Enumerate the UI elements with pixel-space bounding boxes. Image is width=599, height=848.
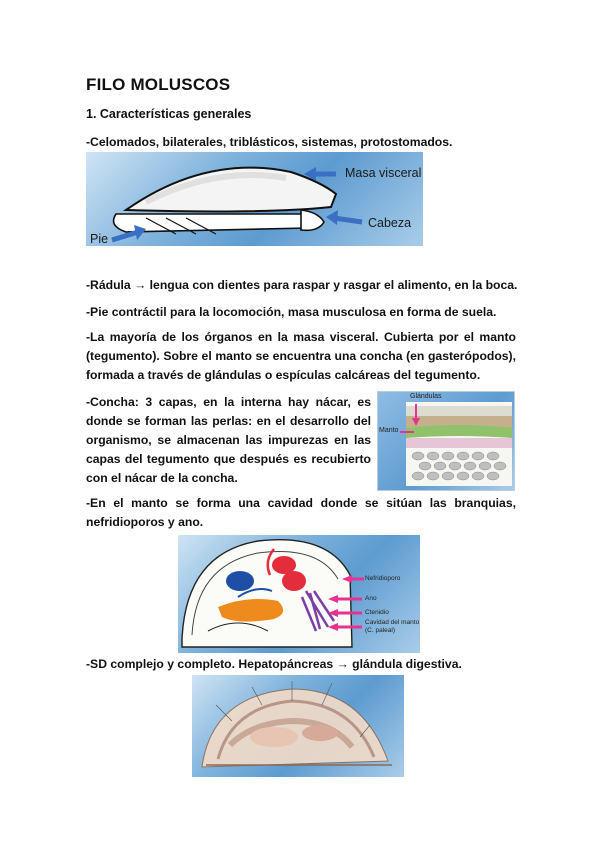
figure-manto-section	[377, 391, 515, 491]
label-ctenidio: Ctenidio	[365, 609, 389, 616]
label-nefridioporo: Nefridioporo	[365, 575, 401, 582]
figure-mantle-cavity	[178, 535, 420, 653]
paragraph-cavidad: -En el manto se forma una cavidad donde se sitúan las branquias, nefridioporos y ano.	[86, 496, 516, 529]
digestive-system-diagram	[192, 675, 404, 777]
label-ano: Ano	[365, 595, 377, 602]
section-heading: 1. Características generales	[86, 107, 252, 121]
label-cabeza: Cabeza	[368, 216, 412, 230]
label-masa-visceral: Masa visceral	[345, 166, 422, 180]
mantle-layers-diagram	[378, 392, 514, 490]
label-cavidad-paleal: (C. paleal)	[365, 627, 395, 634]
label-cavidad: Cavidad del manto	[365, 619, 420, 626]
label-pie: Pie	[90, 232, 109, 246]
paragraph-masa-visceral: -La mayoría de los órganos en la masa visceral. Cubierta por el manto (tegumento). Sobre el manto se encuentra una concha (en gasterópodos), formada a través de glándulas o espículas calcáreas del tegumento.	[86, 330, 516, 382]
label-glandulas: Glándulas	[410, 393, 442, 400]
figure-digestive-system	[192, 675, 404, 777]
paragraph-pie: -Pie contráctil para la locomoción, masa musculosa en forma de suela.	[86, 305, 497, 319]
mantle-cavity-diagram	[178, 535, 420, 653]
paragraph-concha: -Concha: 3 capas, en la interna hay nácar, es donde se forman las perlas: en el desarrollo del organismo, se almacenan las impurezas en las capas del tegumento que después es recubierto con el nácar de la concha.	[86, 395, 371, 485]
paragraph-radula: -Rádula → lengua con dientes para raspar y rasgar el alimento, en la boca.	[86, 278, 518, 292]
paragraph-characteristics: -Celomados, bilaterales, triblásticos, sistemas, protostomados.	[86, 135, 453, 149]
paragraph-sistema-digestivo: -SD complejo y completo. Hepatopáncreas → glándula digestiva.	[86, 657, 462, 671]
figure-body-plan	[86, 152, 423, 246]
label-manto: Manto	[379, 427, 399, 434]
page-title: FILO MOLUSCOS	[86, 75, 231, 94]
